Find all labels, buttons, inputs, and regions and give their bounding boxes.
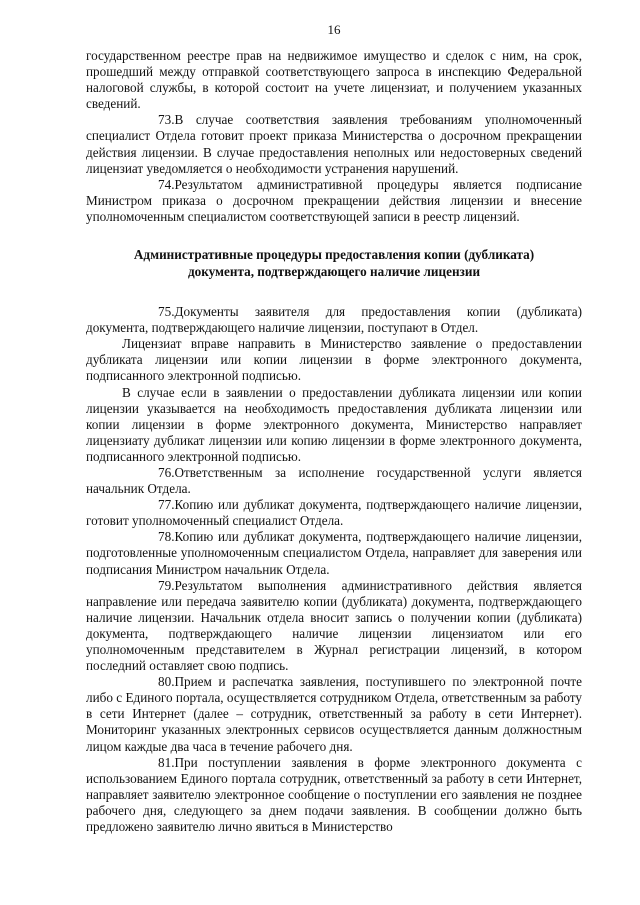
paragraph-text: Прием и распечатка заявления, поступившего по электронной почте либо с Единого портала, осуществляется сотрудником Отдела, ответственным за работу в сети Интернет (далее – сотрудник, ответственный за работу в сети Интернет). Мониторинг указанных электронных сервисов осуществляется данным должностным лицом каждые два часа в течение рабочего дня. (86, 674, 582, 754)
paragraph-number: 76. (158, 464, 175, 480)
paragraph-73 (86, 112, 582, 176)
paragraph-79 (86, 578, 582, 675)
paragraph-text: Результатом административной процедуры является подписание Министром приказа о досрочном прекращении действия лицензии и внесение уполномоченным специалистом соответствующей записи в реестр лицензий. (86, 176, 582, 224)
paragraph-75-b (86, 385, 582, 465)
paragraph-number: 75. (158, 304, 175, 320)
section-heading-line-1: Административные процедуры предоставления копии (дубликата) (133, 247, 535, 263)
paragraph-number: 81. (158, 754, 175, 770)
paragraph-text: Ответственным за исполнение государственной услуги является начальник Отдела. (86, 464, 582, 497)
paragraph-77 (86, 497, 582, 529)
paragraph-number: 73. (158, 112, 175, 128)
paragraph-78 (86, 529, 582, 577)
section-heading (86, 247, 582, 280)
paragraph-text: При поступлении заявления в форме электронного документа с использованием Единого портала сотрудник, ответственный за работу в сети Интернет, направляет заявителю электронное сообщение о поступлении его заявления не позднее рабочего дня, следующего за днем подачи заявления. В сообщении должно быть предложено заявителю лично явиться в Министерство (86, 754, 582, 835)
paragraph-continuation: государственном реестре прав на недвижимое имущество и сделок с ним, на срок, прошедший между отправкой соответствующего запроса в инспекцию Федеральной налоговой службы, в которой состоит на учете лицензиат, и получением указанных сведений. (86, 48, 582, 112)
document-body (86, 48, 582, 835)
paragraph-74 (86, 177, 582, 225)
paragraph-number: 77. (158, 497, 175, 513)
paragraph-75-a (86, 336, 582, 384)
paragraph-text: Результатом выполнения административного действия является направление или передача заявителю копии (дубликата) документа, подтверждающего наличие лицензии. Начальник отдела вносит запись о получении копии (дубликата) документа, подтверждающего наличие лицензии лицензиатом или его уполномоченным представителем в Журнал регистрации лицензий, в котором последний оставляет свою подпись. (86, 577, 582, 674)
paragraph-text: Копию или дубликат документа, подтверждающего наличие лицензии, подготовленные уполномоченным специалистом Отдела, направляет для заверения или подписания Министром начальник Отдела. (86, 529, 582, 577)
paragraph-81 (86, 755, 582, 835)
paragraph-number: 78. (158, 529, 175, 545)
section-heading-line-2: документа, подтверждающего наличие лицензии (187, 263, 481, 279)
paragraph-number: 74. (158, 176, 175, 192)
paragraph-text: В случае если в заявлении о предоставлении дубликата лицензии или копии лицензии указывается на необходимость предоставления дубликата лицензии или копии лицензии в форме электронного документа, Министерство направляет лицензиату дубликат лицензии или копию лицензии в форме электронного документа, подписанного электронной подписью. (86, 384, 582, 464)
paragraph-number: 80. (158, 674, 175, 690)
paragraph-text: Лицензиат вправе направить в Министерство заявление о предоставлении дубликата лицензии или копии лицензии в форме электронного документа, подписанного электронной подписью. (86, 336, 582, 384)
paragraph-75 (86, 304, 582, 336)
paragraph-text: Документы заявителя для предоставления копии (дубликата) документа, подтверждающего наличие лицензии, поступают в Отдел. (86, 304, 582, 336)
page-number: 16 (327, 22, 341, 37)
paragraph-text: Копию или дубликат документа, подтверждающего наличие лицензии, готовит уполномоченный специалист Отдела. (86, 497, 582, 529)
paragraph-number: 79. (158, 577, 175, 593)
paragraph-80 (86, 674, 582, 754)
paragraph-text: В случае соответствия заявления требованиям уполномоченный специалист Отдела готовит проект приказа Министерства о досрочном прекращении действия лицензии. В случае предоставления неполных или недостоверных сведений лицензиат уведомляется о необходимости устранения нарушений. (86, 112, 582, 176)
paragraph-76 (86, 465, 582, 497)
